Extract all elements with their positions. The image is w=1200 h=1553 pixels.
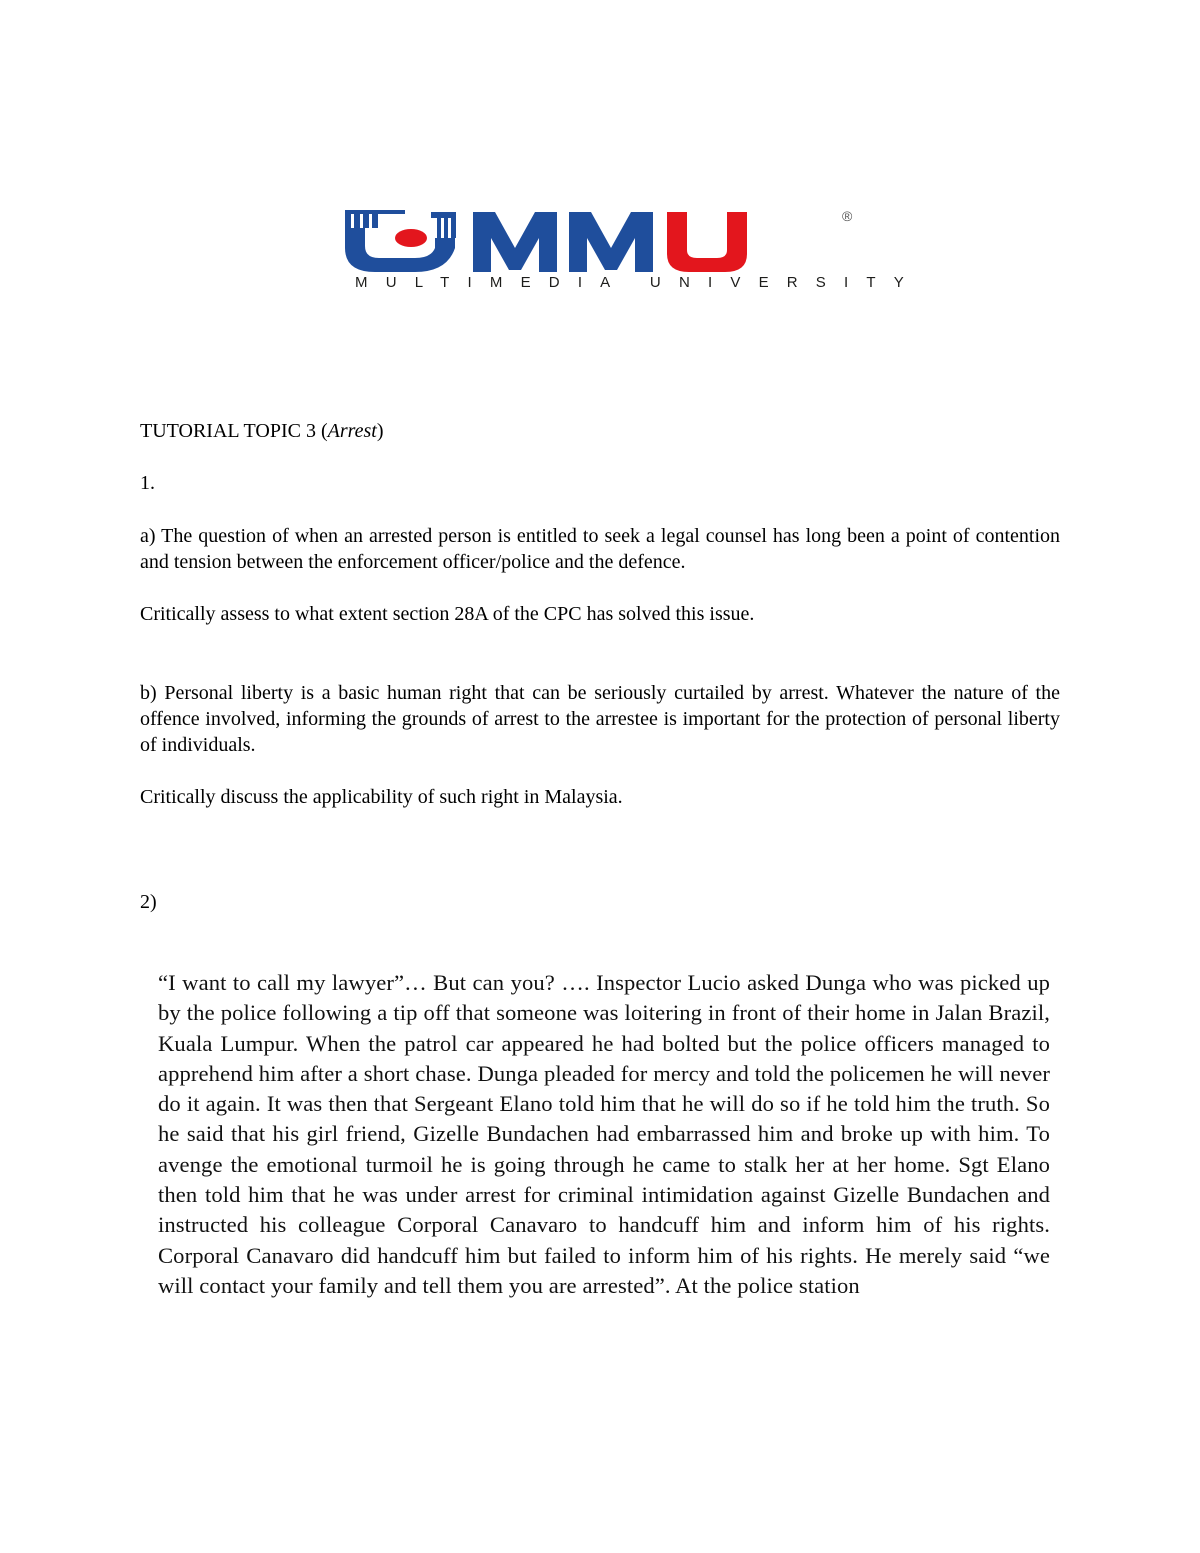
title-text: TUTORIAL TOPIC 3 ( <box>140 420 328 442</box>
logo-letter-u <box>667 212 747 272</box>
question-1b-text: b) Personal liberty is a basic human right that can be seriously curtailed by arrest. Whatever the nature of the offence involved, informing the grounds of arrest to the arrestee is important for the protection of personal liberty of individuals. <box>140 682 1060 756</box>
document-body <box>140 418 1060 915</box>
logo-tagline: MULTIMEDIA UNIVERSITY <box>355 274 922 291</box>
mmu-logo <box>345 208 922 291</box>
logo-red-dot-icon <box>395 229 427 247</box>
question-1b-instruction: Critically discuss the applicability of such right in Malaysia. <box>140 786 623 808</box>
logo-comb-icon <box>431 212 456 238</box>
title-close: ) <box>376 420 384 442</box>
question-1a-instruction: Critically assess to what extent section 28A of the CPC has solved this issue. <box>140 603 755 625</box>
registered-mark: ® <box>842 208 853 224</box>
question-1a-text: a) The question of when an arrested person is entitled to seek a legal counsel has long been a point of contention and tension between the enforcement officer/police and the defence. <box>140 525 1060 573</box>
mmu-logo-mark <box>345 208 865 274</box>
logo-letters-mm <box>473 212 653 272</box>
question-2-case-text: “I want to call my lawyer”… But can you? …. Inspector Lucio asked Dunga who was picked up by the police following a tip off that someone was loitering in front of their home in Jalan Brazil, Kuala Lumpur. When the patrol car appeared he had bolted but the police officers managed to apprehend him after a short chase. Dunga pleaded for mercy and told the policemen he will never do it again. It was then that Sergeant Elano told him that he will do so if he told him the truth. So he said that his girl friend, Gizelle Bundachen had embarrassed him and broke up with him. To avenge the emotional turmoil he is going through he came to stalk her at her home. Sgt Elano then told him that he was under arrest for criminal intimidation against Gizelle Bundachen and instructed his colleague Corporal Canavaro to handcuff him and inform him of his rights. Corporal Canavaro did handcuff him but failed to inform him of his rights. He merely said “we will contact your family and tell them you are arrested”. At the police station <box>158 970 1050 1298</box>
question-1-number: 1. <box>140 472 155 494</box>
page-title <box>140 418 1060 444</box>
logo-stripes-icon <box>345 210 405 228</box>
title-italic: Arrest <box>327 420 377 442</box>
question-2-number: 2) <box>140 891 157 913</box>
